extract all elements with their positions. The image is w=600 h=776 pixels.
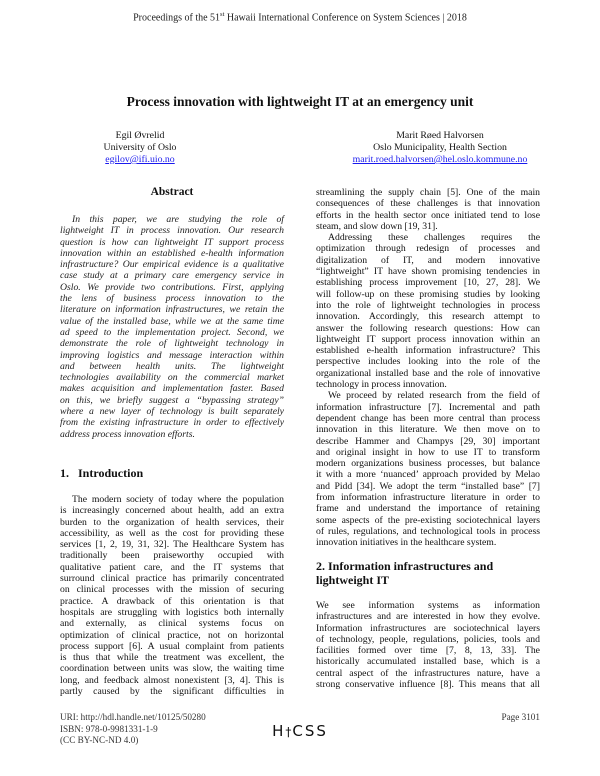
text-line: value of the installed base, while we at the same time (60, 315, 284, 327)
logo-letters: CSS (292, 722, 328, 740)
text-line: coordination between units was slow, the waiting time (60, 663, 284, 675)
text-line: historically accumulated installed base, which is a (316, 656, 540, 668)
text-line: consequences of these challenges is that innovation (316, 198, 540, 210)
text-line: describe Hammer and Champys [29, 30] important (316, 435, 540, 447)
text-line: lightweight IT in process innovation. Our research (60, 225, 284, 237)
text-line: partly caused by the significant difficulties in (60, 686, 284, 698)
page-number: Page 3101 (501, 712, 540, 722)
author-email-link[interactable]: egilov@ifi.uio.no (105, 154, 175, 165)
text-line: modern organizations business processes, but balance (316, 458, 540, 470)
text-line: of technology, people, regulations, policies, tools and (316, 633, 540, 645)
text-line: central aspect of the infrastructures nature, have a (316, 667, 540, 679)
text-line: into the role of lightweight technologies in process (316, 299, 540, 311)
footer-license: (CC BY-NC-ND 4.0) (60, 735, 139, 745)
text-line: and externally, as clinical systems focus on (60, 618, 284, 630)
text-line: where a new layer of technology is built separately (60, 406, 284, 418)
author-block-1 (10, 130, 270, 166)
text-line: literature on information infrastructures, we retain the (60, 304, 284, 316)
author-affiliation: Oslo Municipality, Health Section (373, 142, 507, 153)
text-line: accessibility, as well as the cost for providing these (60, 527, 284, 539)
author-affiliation: University of Oslo (103, 142, 177, 153)
text-line: burden to the organization of health services, their (60, 516, 284, 528)
text-line: and between health units. The lightweight (60, 360, 284, 372)
text-line: answer the following research questions: How can (316, 322, 540, 334)
paper-title: Process innovation with lightweight IT at an emergency unit (126, 94, 474, 109)
text-line: technology in process innovation. (316, 379, 447, 391)
text-line: some aspects of the pre-existing sociotechnical layers (316, 514, 540, 526)
section-2-heading-line: lightweight IT (316, 572, 390, 587)
text-line: We see information systems as information (316, 600, 540, 611)
section-2-heading (316, 560, 546, 587)
text-line: is thus that while the treatment was excellent, the (60, 652, 284, 664)
text-line: We proceed by related research from the field of (328, 390, 540, 402)
text-line: services [1, 2, 19, 31, 32]. The Healthcare System has (60, 539, 284, 551)
text-line: optimization through redesign of processes and (316, 243, 540, 255)
text-line: from the existing infrastructure in order to effectively (60, 417, 284, 429)
footer-metadata (60, 712, 206, 747)
text-line: traditionally been praiseworthy occupied with (60, 550, 284, 562)
header-text-suffix: Hawaii International Conference on System Sciences | 2018 (224, 12, 467, 24)
text-line: information infrastructure [7]. Incremental and path (316, 401, 540, 413)
author-email-link[interactable]: marit.roed.halvorsen@hel.oslo.kommune.no (352, 154, 528, 165)
right-column-body (316, 187, 540, 549)
text-line: innovation initiatives in the healthcare system. (316, 537, 497, 549)
text-line: on this, we briefly suggest a “bypassing strategy” (60, 394, 284, 406)
text-line: “lightweight” IT have shown promising tendencies in (316, 266, 540, 278)
section-2-body (316, 600, 540, 690)
text-line: on clinical processes with the mission of securing (60, 584, 284, 596)
text-line: efforts in the health sector once initiated tend to lose (316, 209, 540, 221)
text-line: makes acquisition and implementation faster. Based (60, 383, 284, 395)
text-line: infrastructure? Our empirical evidence is a qualitative (60, 259, 284, 271)
header-superscript: st (220, 11, 225, 18)
text-line: address process innovation efforts. (60, 428, 195, 440)
abstract-heading: Abstract (150, 186, 194, 198)
text-line: question is how can lightweight IT support process (60, 236, 284, 248)
text-line: will follow-up on these promising studies by looking (316, 288, 540, 300)
text-line: case study at a primary care emergency service in (60, 270, 284, 282)
text-line: Addressing these challenges requires the (328, 232, 540, 244)
text-line: lightweight IT support process innovation within an (316, 333, 540, 345)
text-line: digitalization of IT, and modern innovative (316, 254, 540, 266)
text-line: steam, and slow down [19, 31]. (316, 220, 438, 232)
footer-url[interactable]: URI: http://hdl.handle.net/10125/50280 (60, 712, 206, 722)
text-line: the lens of business process innovation to the (60, 293, 284, 305)
text-line: streamlining the supply chain [5]. One of the main (316, 187, 540, 198)
text-line: of rules, regulations, and technological tools in process (316, 525, 540, 537)
text-line: improving logistics and message interaction within (60, 349, 284, 361)
author-name: Egil Øvrelid (115, 130, 165, 141)
text-line: and original insight in how to use IT to transform (316, 446, 540, 458)
introduction-body (60, 494, 284, 697)
text-line: from information infrastructure literature in order to (316, 492, 540, 504)
text-line: establishing process improvement [10, 27, 28]. We (316, 277, 540, 289)
section-2-heading-line: 2. Information infrastructures and (316, 559, 494, 573)
text-line: strong conservative influence [8]. This means that all (316, 679, 540, 691)
text-line: and Pidd [34]. We adopt the term “installed base” [7] (316, 480, 540, 492)
text-line: The modern society of today where the population (72, 494, 284, 505)
hicss-logo (270, 722, 330, 740)
logo-figure-icon: † (285, 725, 293, 739)
abstract-body (60, 214, 284, 440)
text-line: practice. A drawback of this orientation is that (60, 595, 284, 607)
introduction-heading: 1. Introduction (60, 466, 144, 480)
text-line: it with a more ‘nuanced’ approach provided by Melao (316, 469, 540, 481)
footer-isbn: ISBN: 978-0-9981331-1-9 (60, 723, 158, 734)
text-line: organizational installed base and the role of innovative (316, 367, 540, 379)
text-line: innovation. Accordingly, this research attempt to (316, 311, 540, 323)
text-line: technologies availability on the commercial market (60, 372, 284, 384)
proceedings-header (0, 11, 600, 23)
text-line: is increasingly concerned about health, add an extra (60, 505, 284, 517)
text-line: Information infrastructures are sociotechnical layers (316, 622, 540, 634)
text-line: process support [6]. A usual complaint from patients (60, 640, 284, 652)
header-text: Proceedings of the 51 (133, 12, 221, 24)
text-line: dependent change has been more central than process (316, 412, 540, 424)
text-line: In this paper, we are studying the role of (72, 214, 284, 225)
text-line: hospitals are struggling with logistics both internally (60, 606, 284, 618)
author-block-2 (310, 130, 570, 166)
text-line: established e-health information infrastructure? This (316, 345, 540, 357)
text-line: frame and understand the importance of retaining (316, 503, 540, 515)
text-line: infrastructures and are interested in how they evolve. (316, 611, 540, 623)
text-line: long, and feedback almost nonexistent [3, 4]. This is (60, 674, 284, 686)
text-line: innovation within an established e-health information (60, 247, 284, 259)
text-line: Oslo. We provide two contributions. First, applying (60, 281, 284, 293)
text-line: optimization of clinical practice, not on horizontal (60, 629, 284, 641)
text-line: perspective includes looking into the role of the (316, 356, 540, 368)
logo-letter: H (272, 722, 286, 740)
text-line: innovation in this literature. We then move on to (316, 424, 540, 436)
text-line: ad speed to the implementation project. Second, we (60, 326, 284, 338)
text-line: qualitative patient care, and the IT systems that (60, 561, 284, 573)
text-line: demonstrate the role of lightweight technology in (60, 338, 284, 350)
author-name: Marit Røed Halvorsen (396, 130, 484, 141)
text-line: facilities formed over time [7, 8, 13, 33]. The (316, 645, 540, 657)
text-line: surround clinical practice has primarily concentrated (60, 573, 284, 585)
